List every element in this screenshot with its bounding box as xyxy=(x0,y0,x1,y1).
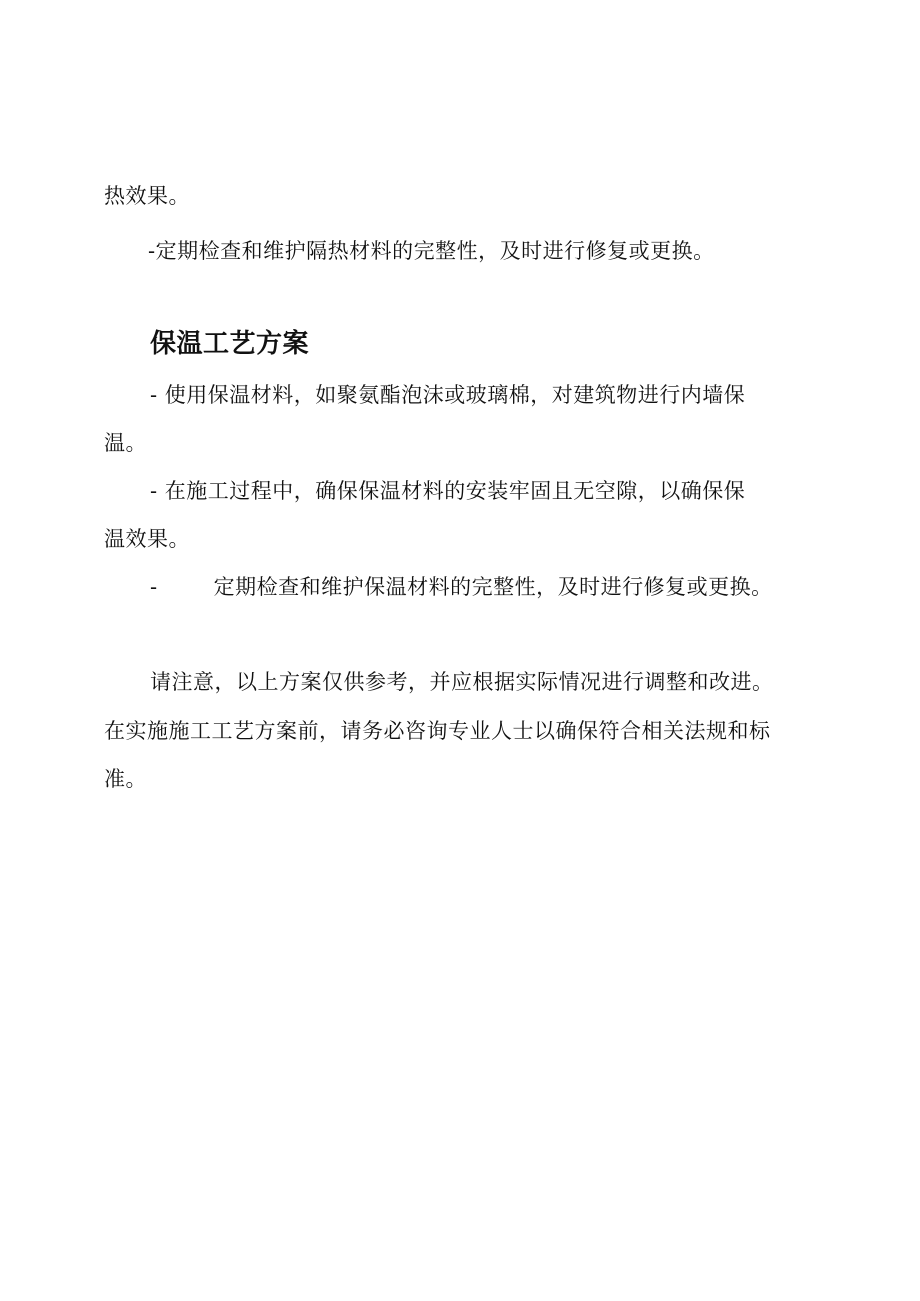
insulation-item-1-line-1: - 使用保温材料，如聚氨酯泡沫或玻璃棉，对建筑物进行内墙保 xyxy=(150,383,746,407)
closing-note-line-2: 在实施施工工艺方案前，请务必咨询专业人士以确保符合相关法规和标 xyxy=(104,719,771,743)
insulation-item-2-line-2: 温效果。 xyxy=(104,527,190,551)
closing-note-line-3: 准。 xyxy=(104,767,147,791)
insulation-item-2-line-1: - 在施工过程中，确保保温材料的安装牢固且无空隙，以确保保 xyxy=(150,479,746,503)
insulation-item-3 xyxy=(150,572,773,602)
section-heading-insulation: 保温工艺方案 xyxy=(150,329,310,359)
insulation-item-1-line-2: 温。 xyxy=(104,431,147,455)
previous-item-continuation: 热效果。 xyxy=(104,184,190,208)
insulation-item-3-dash: - xyxy=(150,575,158,599)
insulation-item-3-text: 定期检查和维护保温材料的完整性，及时进行修复或更换。 xyxy=(213,575,773,599)
closing-note-line-1: 请注意，以上方案仅供参考，并应根据实际情况进行调整和改进。 xyxy=(150,670,774,694)
previous-item-maintenance: -定期检查和维护隔热材料的完整性，及时进行修复或更换。 xyxy=(148,239,715,263)
